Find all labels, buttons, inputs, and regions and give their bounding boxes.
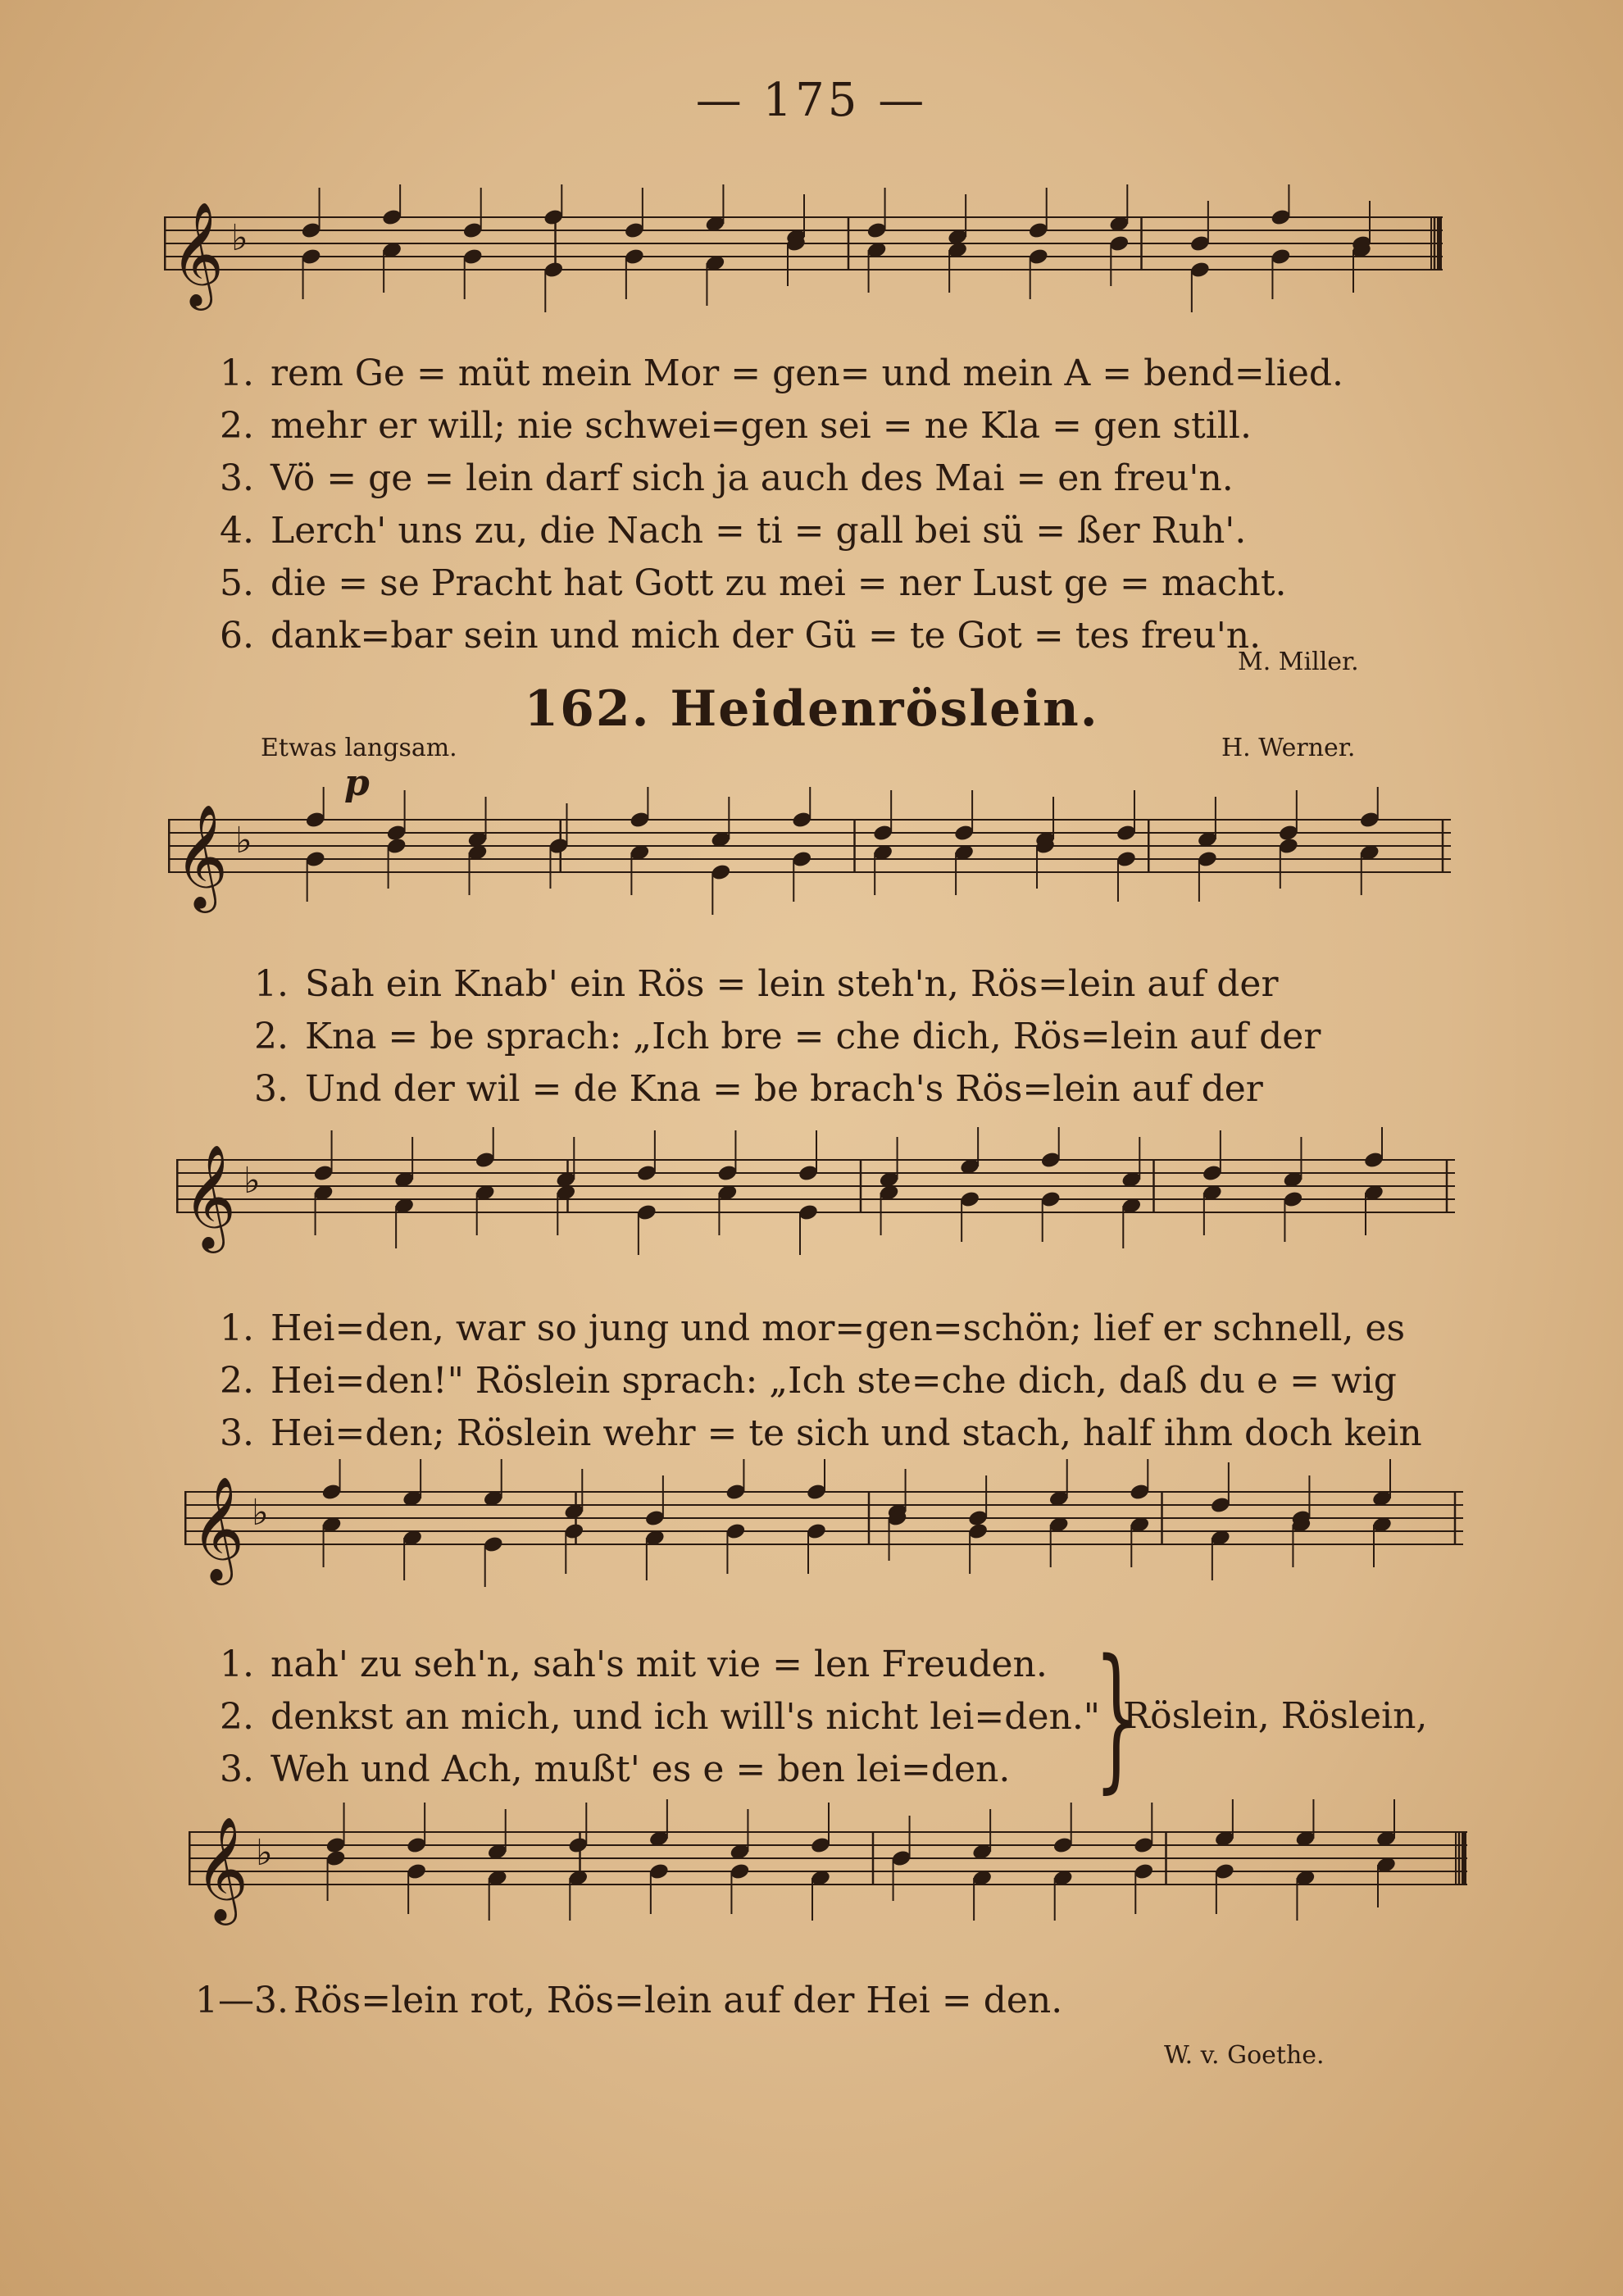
svg-text:𝄞: 𝄞 xyxy=(191,1475,245,1580)
verse-line: 5. die = se Pracht hat Gott zu mei = ner Lust ge = macht. xyxy=(220,562,1287,604)
staff-svg xyxy=(184,1459,1463,1631)
verses-system-3 xyxy=(220,1644,1100,1801)
refrain-text: Röslein, Röslein, xyxy=(1123,1695,1428,1737)
svg-text:♭: ♭ xyxy=(243,1160,261,1202)
svg-text:♭: ♭ xyxy=(256,1832,273,1874)
svg-text:♭: ♭ xyxy=(252,1492,269,1534)
music-staff-3 xyxy=(184,1459,1463,1631)
verse-line: 1. Hei=den, war so jung und mor=gen=schön; lief er schnell, es xyxy=(220,1307,1406,1349)
verse-line: 3. Und der wil = de Kna = be brach's Rös=lein auf der xyxy=(254,1068,1263,1110)
verse-line: 3. Hei=den; Röslein wehr = te sich und stach, half ihm doch kein xyxy=(220,1412,1422,1454)
svg-text:𝄞: 𝄞 xyxy=(183,1143,237,1248)
staff-svg xyxy=(168,787,1451,951)
previous-song-author: M. Miller. xyxy=(1238,648,1359,676)
verse-line: 3. Vö = ge = lein darf sich ja auch des Mai = en freu'n. xyxy=(220,457,1234,499)
verse-line: 2. Kna = be sprach: „Ich bre = che dich, Rös=lein auf der xyxy=(254,1016,1321,1057)
verse-line: 4. Lerch' uns zu, die Nach = ti = gall bei sü = ßer Ruh'. xyxy=(220,510,1247,552)
verse-line: 6. dank=bar sein und mich der Gü = te Got = tes freu'n. xyxy=(220,615,1262,657)
verse-line: 3. Weh und Ach, mußt' es e = ben lei=den. xyxy=(220,1748,1011,1790)
verse-line: 1. nah' zu seh'n, sah's mit vie = len Freuden. xyxy=(220,1644,1048,1685)
music-staff-previous xyxy=(164,184,1443,357)
song-name: Heidenröslein. xyxy=(670,680,1099,738)
composer: H. Werner. xyxy=(1221,734,1356,762)
verse-line: 2. denkst an mich, und ich will's nicht lei=den." xyxy=(220,1696,1101,1738)
verse-line: 2. mehr er will; nie schwei=gen sei = ne Kla = gen still. xyxy=(220,405,1252,447)
staff-svg xyxy=(176,1127,1455,1299)
verse-line: 2. Hei=den!" Röslein sprach: „Ich ste=che dich, daß du e = wig xyxy=(220,1360,1397,1402)
svg-text:♭: ♭ xyxy=(235,820,252,862)
song-number: 162. xyxy=(524,680,651,738)
svg-text:♭: ♭ xyxy=(231,217,248,259)
verse-line: 1—3. Rös=lein rot, Rös=lein auf der Hei = den. xyxy=(195,1980,1063,2021)
svg-text:𝄞: 𝄞 xyxy=(175,803,229,908)
verse-line: 1. Sah ein Knab' ein Rös = lein steh'n, Rös=lein auf der xyxy=(254,963,1279,1005)
verses-system-2 xyxy=(220,1307,1422,1465)
staff-svg xyxy=(164,184,1443,357)
svg-text:𝄞: 𝄞 xyxy=(170,201,225,306)
lyricist: W. v. Goethe. xyxy=(1164,2041,1325,2070)
page-number: — 175 — xyxy=(695,74,928,127)
verses-system-4 xyxy=(195,1980,1062,2032)
music-staff-2 xyxy=(176,1127,1455,1299)
tempo-marking: Etwas langsam. xyxy=(261,734,457,762)
verse-line: 1. rem Ge = müt mein Mor = gen= und mein A = bend=lied. xyxy=(220,352,1344,394)
music-staff-1 xyxy=(168,787,1451,951)
svg-text:𝄞: 𝄞 xyxy=(195,1816,249,1921)
verses-system-1 xyxy=(254,963,1321,1121)
staff-svg xyxy=(189,1799,1467,1971)
refrain-brace: } xyxy=(1094,1626,1139,1807)
song-title xyxy=(0,680,1623,738)
previous-song-verses xyxy=(220,352,1343,667)
dynamic-marking: p xyxy=(344,762,370,804)
music-staff-4 xyxy=(189,1799,1467,1971)
